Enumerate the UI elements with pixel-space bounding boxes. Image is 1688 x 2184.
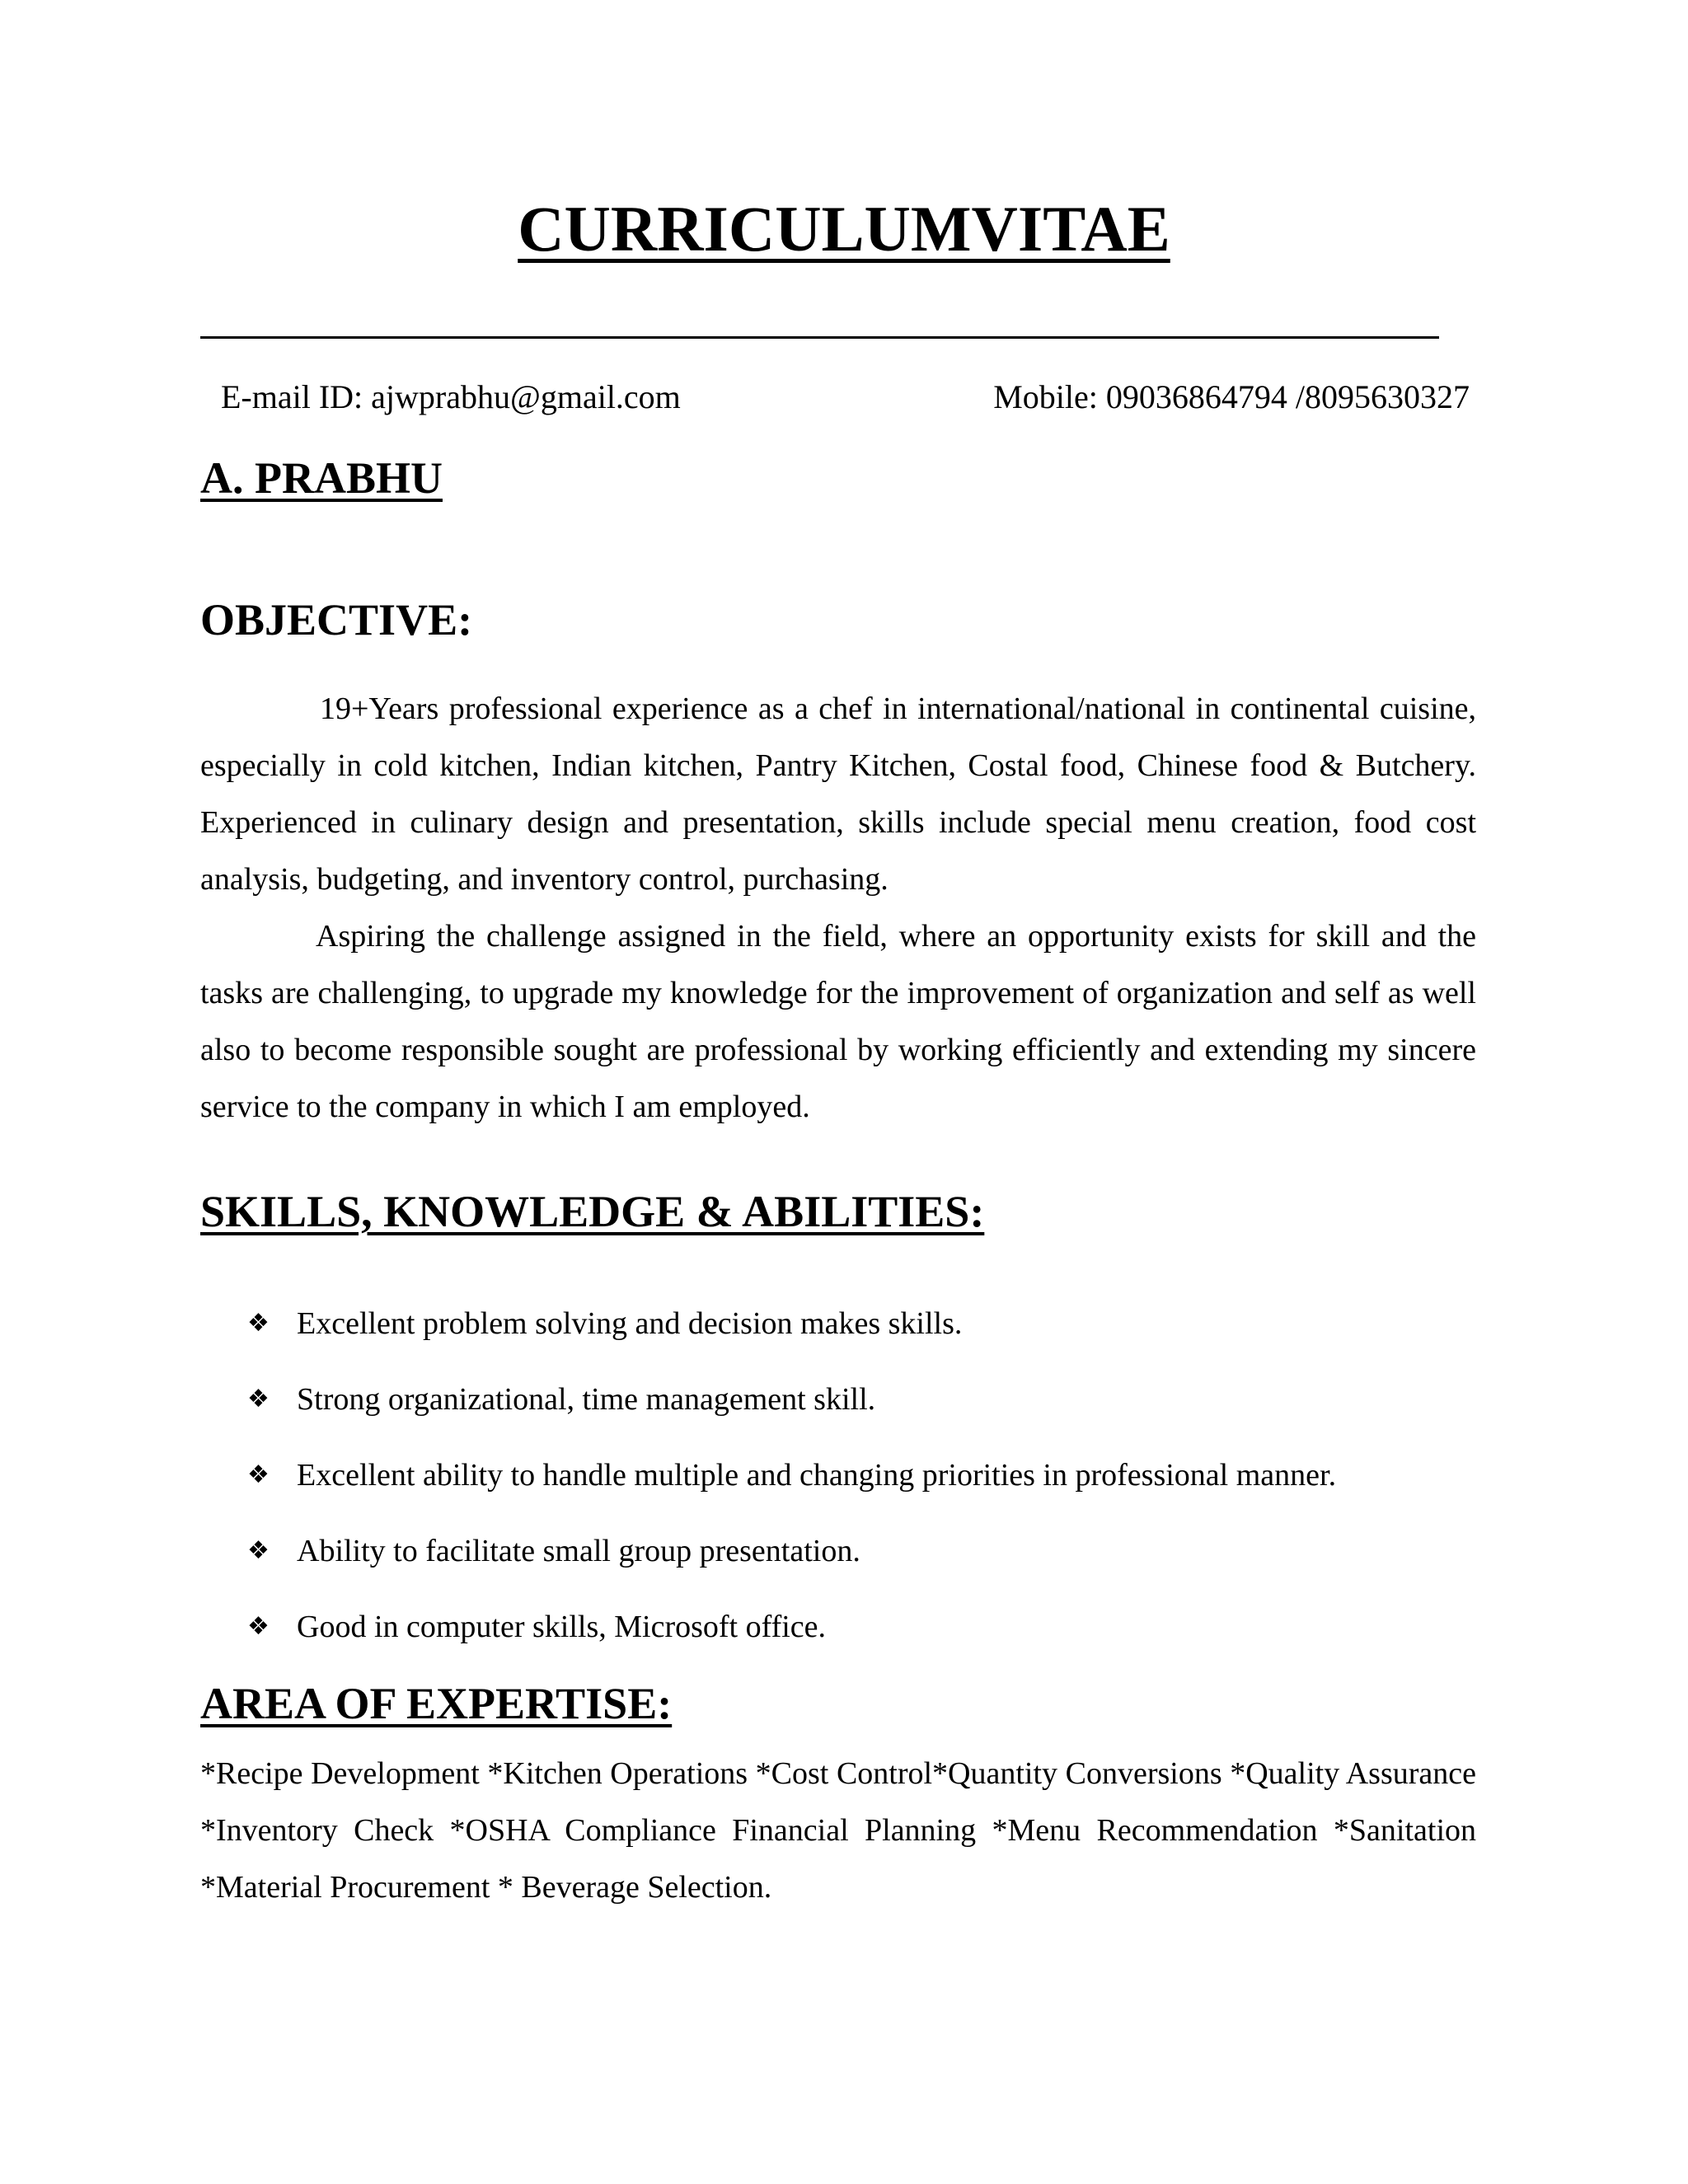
- list-item: [247, 1608, 1336, 1684]
- skill-text: Strong organizational, time management skill.: [297, 1382, 876, 1417]
- diamond-bullet-icon: ❖: [247, 1309, 270, 1338]
- skill-text: Excellent problem solving and decision makes skills.: [297, 1306, 963, 1341]
- skill-text: Good in computer skills, Microsoft office.: [297, 1610, 827, 1644]
- expertise-text: *Recipe Development *Kitchen Operations *Cost Control*Quantity Conversions *Quality Assurance *Inventory Check *OSHA Compliance Financial Planning *Menu Recommendation *Sanitation *Material Procurement * Beverage Selection.: [200, 1756, 1476, 1905]
- email-text: E-mail ID: ajwprabhu@gmail.com: [221, 378, 681, 415]
- document-title: CURRICULUMVITAE: [518, 193, 1170, 265]
- objective-paragraph-2: Aspiring the challenge assigned in the field, where an opportunity exists for skill and the tasks are challenging, to upgrade my knowledge for the improvement of organization and self as well also to become responsible sought are professional by working efficiently and extending my sincere service to the company in which I am employed.: [200, 919, 1476, 1124]
- list-item: [247, 1532, 1336, 1608]
- diamond-bullet-icon: ❖: [247, 1612, 270, 1641]
- diamond-bullet-icon: ❖: [247, 1385, 270, 1413]
- list-item: [247, 1305, 1336, 1380]
- skills-list: [247, 1305, 1336, 1684]
- skills-heading: SKILLS, KNOWLEDGE & ABILITIES:: [200, 1187, 985, 1236]
- skill-text: Ability to facilitate small group presentation.: [297, 1534, 860, 1568]
- diamond-bullet-icon: ❖: [247, 1460, 270, 1489]
- list-item: [247, 1380, 1336, 1456]
- title-divider: [200, 336, 1439, 339]
- expertise-heading: AREA OF EXPERTISE:: [200, 1679, 673, 1728]
- objective-heading: OBJECTIVE:: [200, 595, 473, 644]
- list-item: [247, 1456, 1336, 1532]
- objective-paragraph-1: 19+Years professional experience as a chef in international/national in continental cuisine, especially in cold kitchen, Indian kitchen, Pantry Kitchen, Costal food, Chinese food & Butchery. Experienced in culinary design and presentation, skills include special menu creation, food cost analysis, budgeting, and inventory control, purchasing.: [200, 691, 1476, 897]
- candidate-name: A. PRABHU: [200, 453, 443, 503]
- skill-text: Excellent ability to handle multiple and changing priorities in professional manner.: [297, 1458, 1337, 1493]
- mobile-text: Mobile: 09036864794 /8095630327: [993, 378, 1470, 415]
- diamond-bullet-icon: ❖: [247, 1536, 270, 1565]
